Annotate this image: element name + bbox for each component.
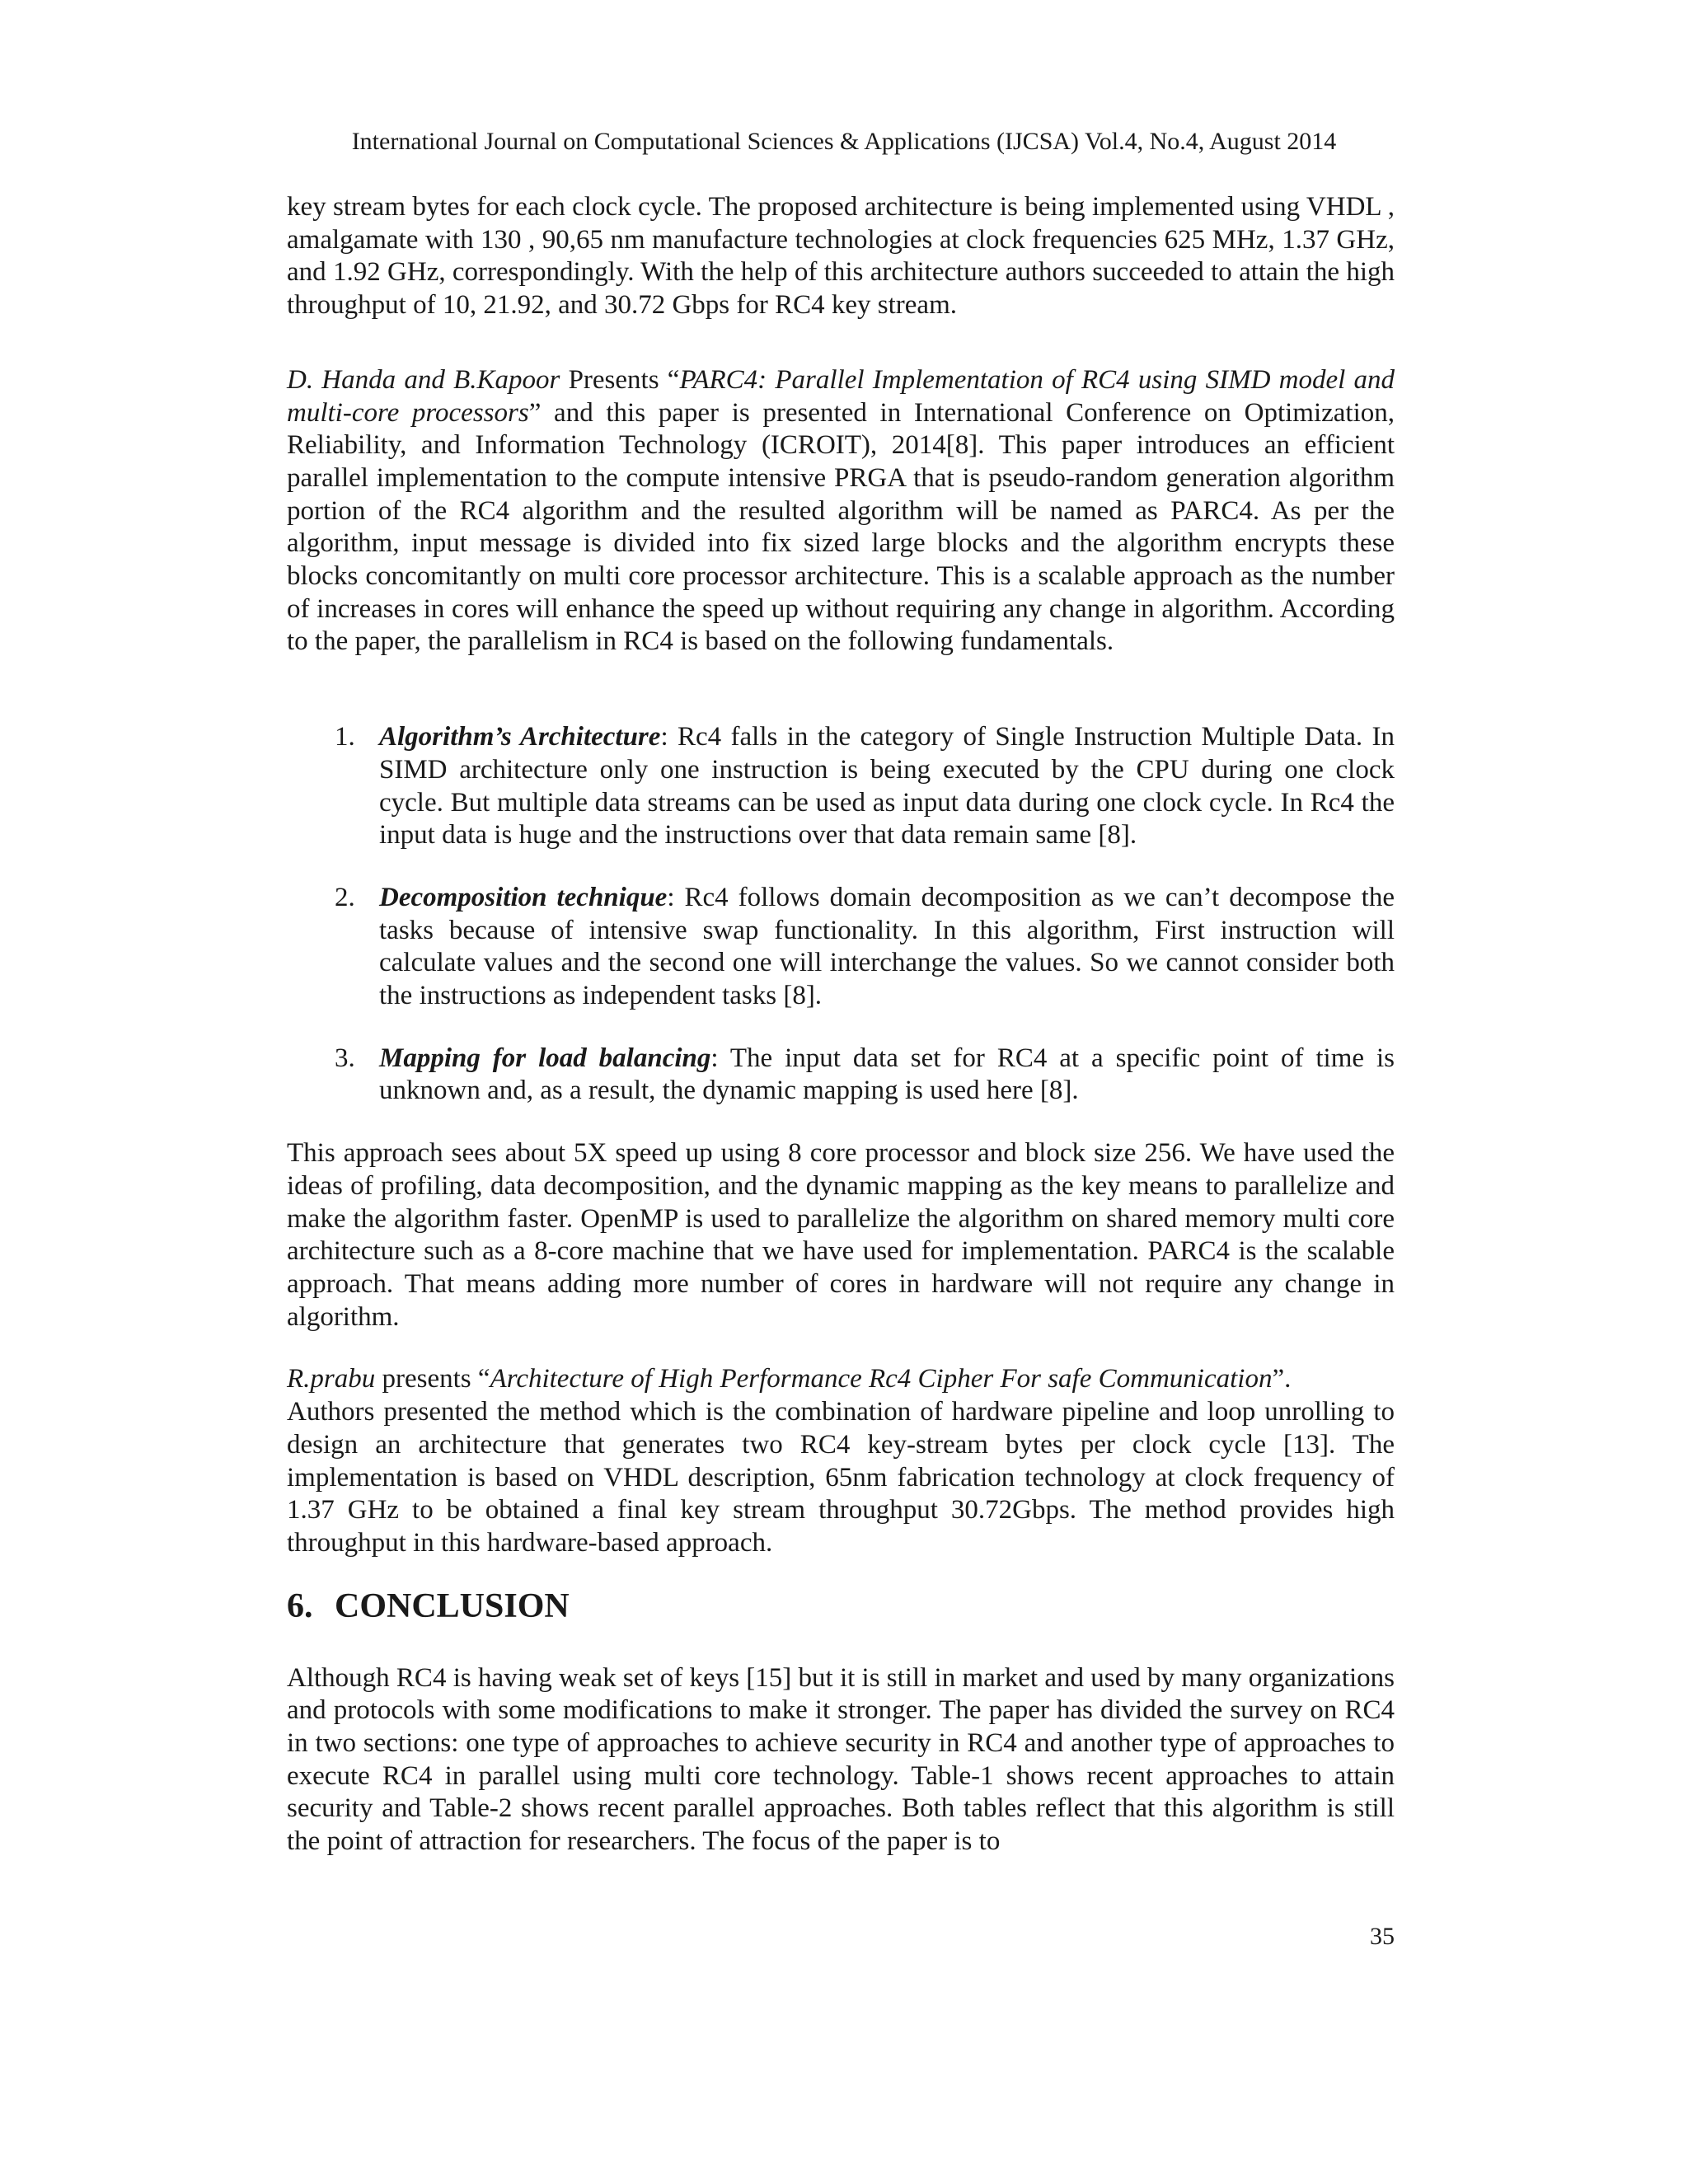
- prabu-description: Authors presented the method which is the combination of hardware pipeline and loop unrolling to design an architecture that generates two RC4 key-stream bytes per clock cycle [13]. The implementation is based on VHDL description, 65nm fabrication technology at clock frequency of 1.37 GHz to be obtained a final key stream throughput 30.72Gbps. The method provides high throughput in this hardware-based approach.: [287, 1397, 1395, 1558]
- list-item-term: Mapping for load balancing: [379, 1043, 711, 1073]
- list-item-number: 2.: [335, 882, 355, 912]
- paragraph-1: key stream bytes for each clock cycle. The proposed architecture is being implemented using VHDL , amalgamate with 130 , 90,65 nm manufacture technologies at clock frequencies 625 MHz, 1.37 GHz, and 1.92 GHz, correspondingly. With the help of this architecture authors succeeded to attain the high throughput of 10, 21.92, and 30.72 Gbps for RC4 key stream.: [287, 192, 1395, 321]
- prabu-title: Architecture of High Performance Rc4 Cipher For safe Communication: [490, 1364, 1273, 1394]
- parc4-description: ” and this paper is presented in International Conference on Optimization, Reliability, and Information Technology (ICROIT), 2014[8]. This paper introduces an efficient parallel implementation to the compute intensive PRGA that is pseudo-random generation algorithm portion of the RC4 algorithm and the resulted algorithm will be named as PARC4. As per the algorithm, input message is divided into fix sized large blocks and the algorithm encrypts these blocks concomitantly on multi core processor architecture. This is a scalable approach as the number of increases in cores will enhance the speed up without requiring any change in algorithm. According to the paper, the parallelism in RC4 is based on the following fundamentals.: [287, 397, 1395, 657]
- section-title: CONCLUSION: [335, 1586, 570, 1625]
- section-heading: [287, 1585, 1395, 1628]
- list-item-term: Decomposition technique: [379, 882, 668, 912]
- parc4-authors: D. Handa and B.Kapoor: [287, 364, 560, 395]
- list-item-text: : The input data set for RC4 at a specific point of time is unknown and, as a result, the dynamic mapping is used here [8].: [379, 1043, 1395, 1106]
- prabu-presents: presents “: [375, 1364, 490, 1394]
- list-item: [287, 1043, 1395, 1108]
- page-number: 35: [1370, 1923, 1395, 1950]
- prabu-author: R.prabu: [287, 1364, 376, 1394]
- spacer: [287, 1560, 1395, 1585]
- list-item-number: 3.: [335, 1043, 355, 1073]
- parc4-presents: Presents “: [560, 364, 680, 395]
- spacer: [287, 1108, 1395, 1137]
- prabu-close: ”.: [1272, 1364, 1292, 1394]
- list-item-term: Algorithm’s Architecture: [379, 722, 661, 752]
- spacer: [287, 1333, 1395, 1363]
- paragraph-conclusion: Although RC4 is having weak set of keys [15] but it is still in market and used by many organizations and protocols with some modifications to make it stronger. The paper has divided the survey on RC4 in two sections: one type of approaches to achieve security in RC4 and another type of approaches to execute RC4 in parallel using multi core technology. Table-1 shows recent approaches to attain security and Table-2 shows recent parallel approaches. Both tables reflect that this algorithm is still the point of attraction for researchers. The focus of the paper is to: [287, 1662, 1395, 1857]
- running-head: International Journal on Computational Sciences & Applications (IJCSA) Vol.4, No.4, August 2014: [351, 128, 1337, 155]
- section-number: 6.: [287, 1586, 313, 1625]
- list-item-text: : Rc4 follows domain decomposition as we can’t decompose the tasks because of intensive swap functionality. In this algorithm, First instruction will calculate values and the second one will interchange the values. So we cannot consider both the instructions as independent tasks [8].: [379, 882, 1395, 1011]
- paragraph-speedup: This approach sees about 5X speed up using 8 core processor and block size 256. We have used the ideas of profiling, data decomposition, and the dynamic mapping as the key means to parallelize and make the algorithm faster. OpenMP is used to parallelize the algorithm on shared memory multi core architecture such as a 8-core machine that we have used for implementation. PARC4 is the scalable approach. That means adding more number of cores in hardware will not require any change in algorithm.: [287, 1138, 1395, 1332]
- spacer: [287, 1628, 1395, 1662]
- list-item-number: 1.: [335, 722, 355, 752]
- page-body: [287, 191, 1395, 1858]
- list-item-text: : Rc4 falls in the category of Single Instruction Multiple Data. In SIMD architecture only one instruction is being executed by the CPU during one clock cycle. But multiple data streams can be used as input data during one clock cycle. In Rc4 the input data is huge and the instructions over that data remain same [8].: [379, 722, 1395, 851]
- list-item: [287, 882, 1395, 1013]
- list-item: [287, 721, 1395, 852]
- spacer: [287, 322, 1395, 364]
- spacer: [287, 658, 1395, 721]
- paragraph-parc4: [287, 364, 1395, 658]
- fundamentals-list: [287, 721, 1395, 1108]
- parc4-title: PARC4: Parallel Implementation of RC4 using SIMD model and multi-core processors: [287, 364, 1395, 428]
- paragraph-prabu: [287, 1363, 1395, 1559]
